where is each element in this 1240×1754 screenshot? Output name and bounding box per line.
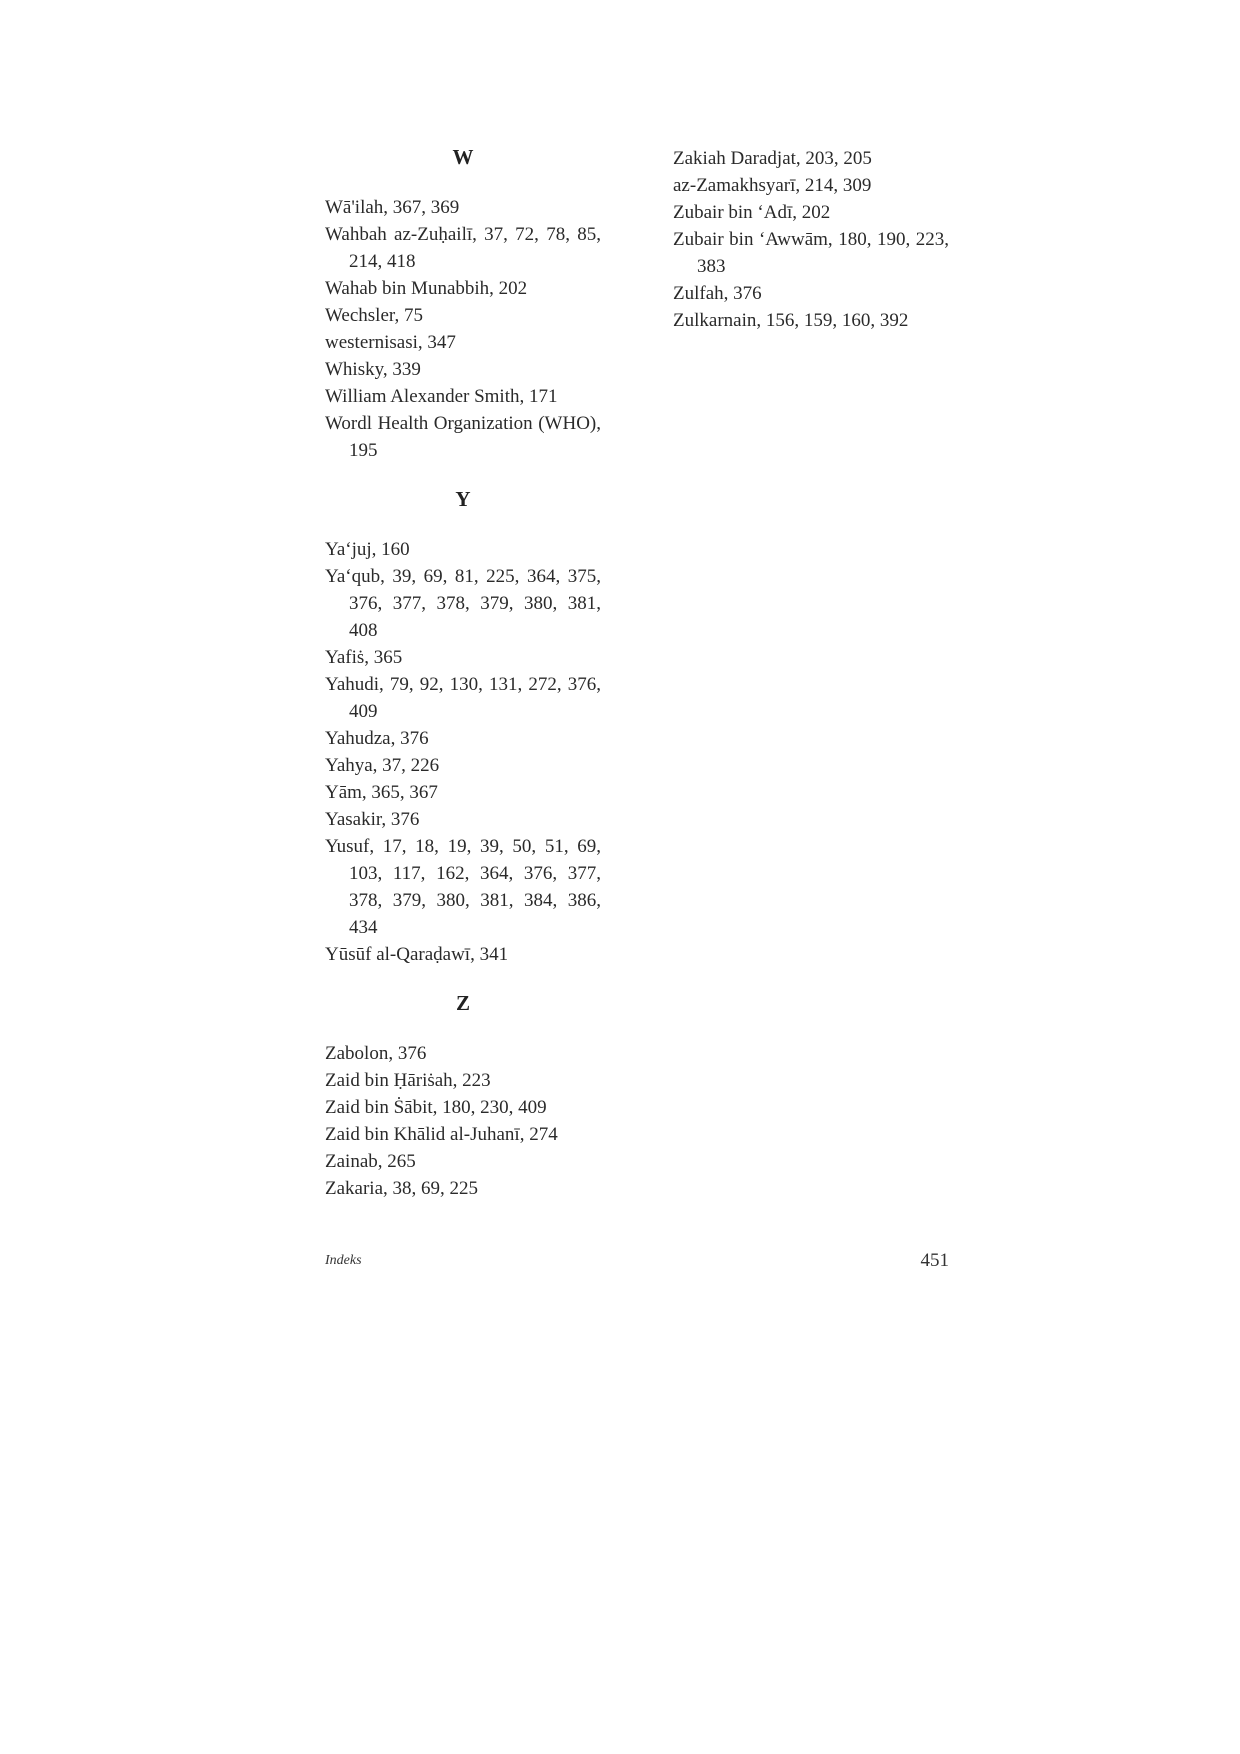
index-entry: Zabolon, 376 — [325, 1043, 427, 1064]
index-entry: Yusuf, 17, 18, 19, 39, 50, 51, 69, 103, 117, 162, 364, 376, 377, 378, 379, 380, 381, 384, 386, 434 — [325, 836, 601, 938]
index-entry: Zulkarnain, 156, 159, 160, 392 — [673, 310, 909, 331]
index-entry: Wordl Health Organization (WHO), 195 — [325, 413, 601, 461]
index-entry: Yūsūf al-Qaraḍawī, 341 — [325, 944, 509, 965]
section-letter-heading: W — [452, 145, 474, 169]
index-entry: Zakaria, 38, 69, 225 — [325, 1178, 479, 1199]
index-entry: Wahbah az-Zuḥailī, 37, 72, 78, 85, 214, 418 — [325, 224, 601, 272]
index-section-w — [325, 144, 601, 464]
index-entry: westernisasi, 347 — [325, 332, 456, 353]
page-number: 451 — [920, 1250, 949, 1271]
index-entry: Ya‘juj, 160 — [325, 539, 410, 560]
index-entry: Whisky, 339 — [325, 359, 421, 380]
index-entry: Zakiah Daradjat, 203, 205 — [673, 148, 872, 169]
index-entry: Yahya, 37, 226 — [325, 755, 440, 776]
index-entry: Yahudi, 79, 92, 130, 131, 272, 376, 409 — [325, 674, 601, 722]
section-letter-heading: Z — [455, 991, 470, 1015]
index-section-y — [325, 486, 601, 968]
index-entry: Wahab bin Munabbih, 202 — [325, 278, 528, 299]
index-entry: Yasakir, 376 — [325, 809, 420, 830]
running-footer-title: Indeks — [325, 1253, 362, 1268]
index-entry: az-Zamakhsyarī, 214, 309 — [673, 175, 872, 196]
index-entry: Zulfah, 376 — [673, 283, 762, 304]
index-entry: Zubair bin ‘Adī, 202 — [673, 202, 831, 223]
index-entry: Wā'ilah, 367, 369 — [325, 197, 460, 218]
index-entry: Zaid bin Khālid al-Juhanī, 274 — [325, 1124, 558, 1145]
index-entry: Yām, 365, 367 — [325, 782, 438, 803]
index-entry: Zaid bin Ṡābit, 180, 230, 409 — [325, 1097, 547, 1118]
left-column — [325, 144, 601, 1202]
index-entry: William Alexander Smith, 171 — [325, 386, 558, 407]
right-column — [673, 145, 949, 334]
index-entry: Ya‘qub, 39, 69, 81, 225, 364, 375, 376, 377, 378, 379, 380, 381, 408 — [325, 566, 601, 641]
index-entry: Zubair bin ‘Awwām, 180, 190, 223, 383 — [673, 229, 949, 277]
index-entry: Zainab, 265 — [325, 1151, 416, 1172]
index-entry: Wechsler, 75 — [325, 305, 423, 326]
index-entry: Yafiṡ, 365 — [325, 647, 403, 668]
index-entry: Yahudza, 376 — [325, 728, 429, 749]
index-section-z — [325, 990, 601, 1202]
section-letter-heading: Y — [455, 487, 471, 511]
index-entry: Zaid bin Ḥāriṡah, 223 — [325, 1070, 491, 1091]
